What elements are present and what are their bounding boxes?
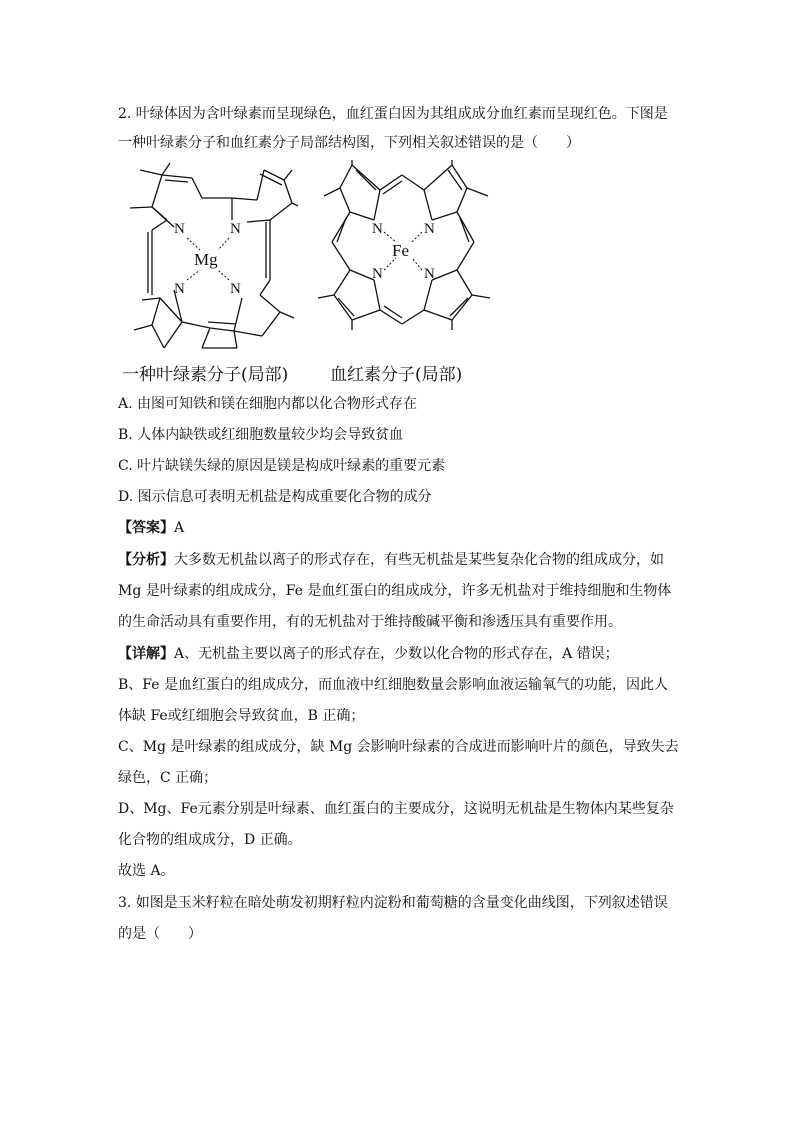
- heme-n-3: N: [372, 266, 383, 282]
- q2-stem-line-2: 一种叶绿素分子和血红素分子局部结构图，下列相关叙述错误的是（ ）: [118, 135, 580, 151]
- chlorophyll-n-1: N: [174, 221, 185, 237]
- detail-text-1: A、无机盐主要以离子的形式存在，少数以化合物的形式存在，A 错误；: [174, 646, 619, 662]
- analysis-line-2: Mg 是叶绿素的组成成分，Fe 是血红蛋白的组成成分，许多无机盐对于维持细胞和生物体: [118, 583, 672, 599]
- detail-line-1: [118, 644, 619, 664]
- molecule-figure: [112, 160, 502, 390]
- option-a: A. 由图可知铁和镁在细胞内都以化合物形式存在: [118, 396, 418, 412]
- heme-metal: Fe: [392, 241, 409, 260]
- heme-n-1: N: [372, 221, 383, 237]
- detail-line-4: C、Mg 是叶绿素的组成成分，缺 Mg 会影响叶绿素的合成进而影响叶片的颜色，导致失去: [118, 739, 679, 755]
- heme-structure: [312, 160, 502, 360]
- answer: [118, 518, 184, 538]
- analysis-line-3: 的生命活动具有重要作用，有的无机盐对于维持酸碱平衡和渗透压具有重要作用。: [118, 614, 622, 630]
- answer-label: 【答案】: [118, 520, 174, 536]
- chlorophyll-caption: 一种叶绿素分子(局部): [122, 365, 289, 385]
- analysis-line-1: [118, 550, 664, 570]
- chlorophyll-structure: [112, 160, 302, 360]
- heme-caption: 血红素分子(局部): [330, 365, 463, 385]
- q2-stem-line-1: 2. 叶绿体因为含叶绿素而呈现绿色，血红蛋白因为其组成成分血红素而呈现红色。下图是: [118, 106, 668, 122]
- analysis-label: 【分析】: [118, 552, 174, 568]
- detail-label: 【详解】: [118, 646, 174, 662]
- detail-line-7: 化合物的组成成分，D 正确。: [118, 832, 302, 848]
- detail-line-3: 体缺 Fe或红细胞会导致贫血，B 正确；: [118, 708, 365, 724]
- heme-n-2: N: [424, 221, 435, 237]
- analysis-text-1: 大多数无机盐以离子的形式存在，有些无机盐是某些复杂化合物的组成成分，如: [174, 552, 664, 568]
- detail-line-2: B、Fe 是血红蛋白的组成成分，而血液中红细胞数量会影响血液运输氧气的功能，因此人: [118, 677, 668, 693]
- q3-stem-line-2: 的是（ ）: [118, 926, 202, 942]
- heme-n-4: N: [424, 266, 435, 282]
- q3-stem-line-1: 3. 如图是玉米籽粒在暗处萌发初期籽粒内淀粉和葡萄糖的含量变化曲线图，下列叙述错误: [118, 895, 668, 911]
- detail-line-6: D、Mg、Fe元素分别是叶绿素、血红蛋白的主要成分，这说明无机盐是生物体内某些复杂: [118, 801, 674, 817]
- chlorophyll-n-2: N: [230, 221, 241, 237]
- option-c: C. 叶片缺镁失绿的原因是镁是构成叶绿素的重要元素: [118, 458, 446, 474]
- answer-value: A: [174, 520, 185, 536]
- option-d: D. 图示信息可表明无机盐是构成重要化合物的成分: [118, 489, 432, 505]
- option-b: B. 人体内缺铁或红细胞数量较少均会导致贫血: [118, 427, 404, 443]
- detail-line-5: 绿色，C 正确；: [118, 770, 218, 786]
- chlorophyll-n-3: N: [174, 281, 185, 297]
- chlorophyll-n-4: N: [230, 281, 241, 297]
- conclusion: 故选 A。: [118, 863, 175, 879]
- chlorophyll-metal: Mg: [194, 250, 218, 269]
